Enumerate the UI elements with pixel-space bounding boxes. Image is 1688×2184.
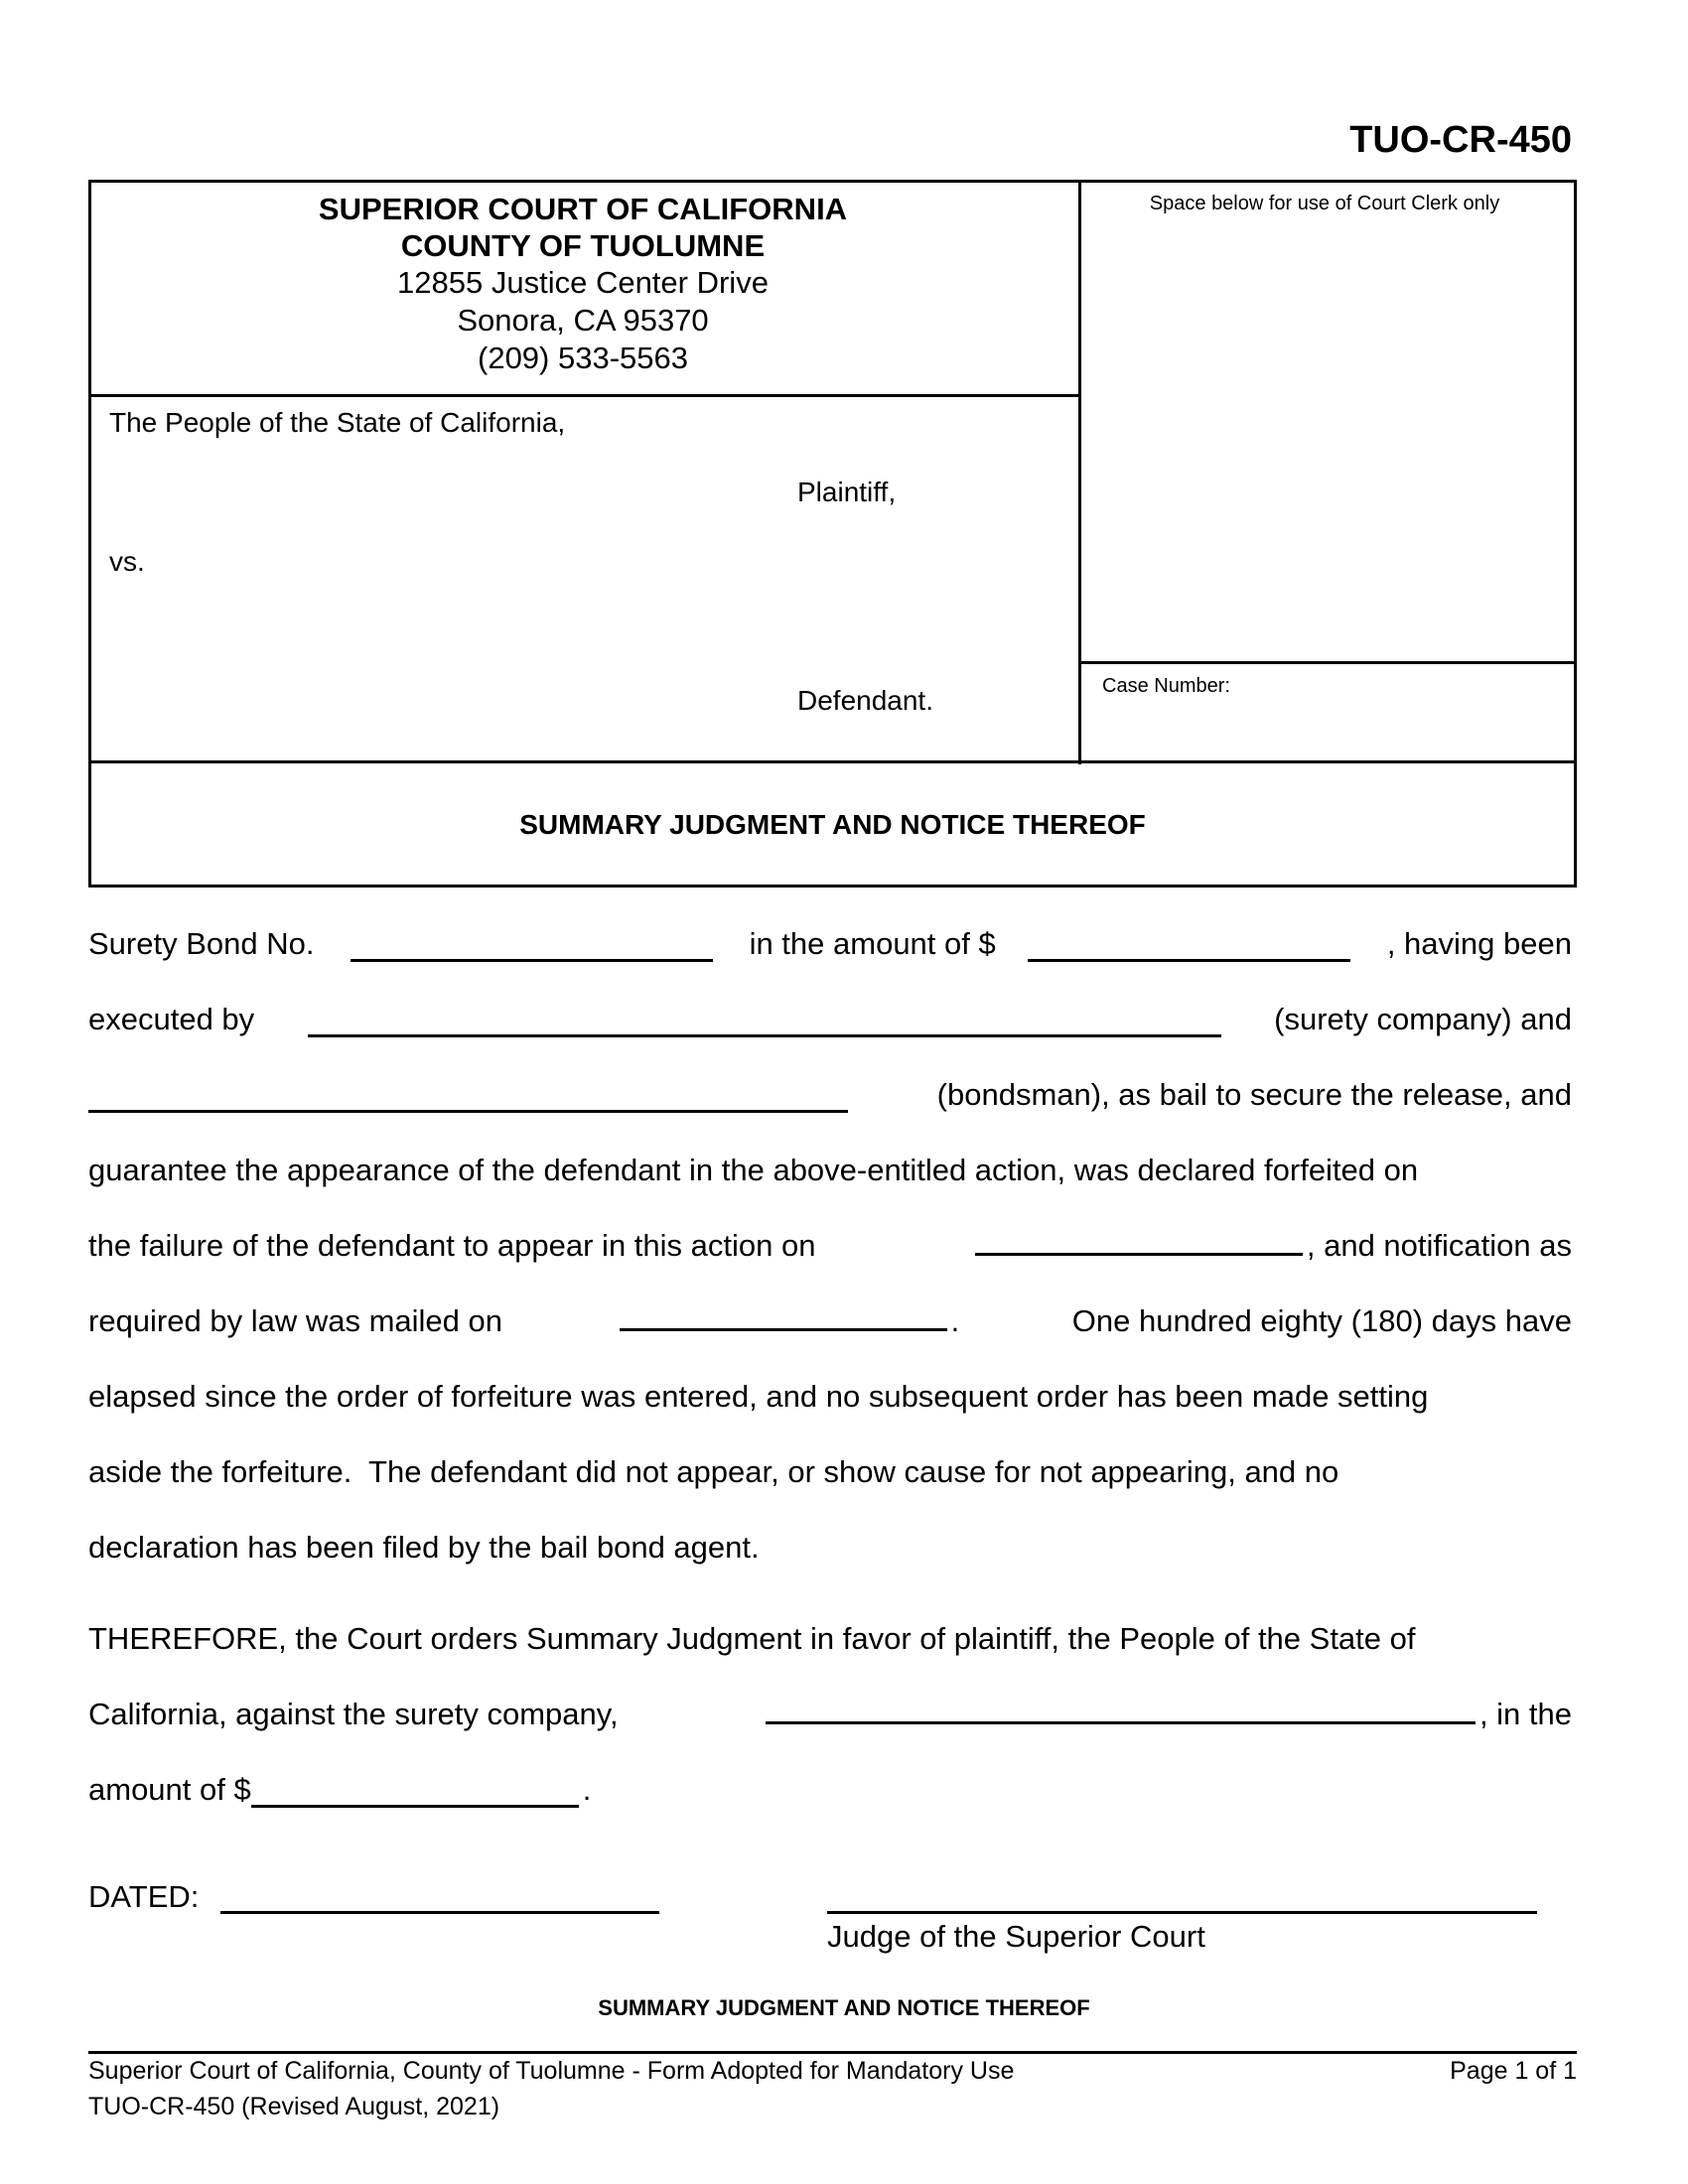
bondsman-label: (bondsman), as bail to secure the release, and bbox=[936, 1077, 1572, 1112]
mailed-on-label: required by law was mailed on bbox=[88, 1303, 502, 1338]
judgment-surety-company-field[interactable] bbox=[766, 1692, 1476, 1724]
header-party-divider bbox=[88, 394, 1080, 397]
footer-rule bbox=[88, 2051, 1577, 2054]
body-line-2 bbox=[88, 994, 1572, 1037]
document-title: SUMMARY JUDGMENT AND NOTICE THEREOF bbox=[519, 809, 1146, 840]
surety-company-field[interactable] bbox=[308, 1005, 1221, 1037]
clerk-case-divider bbox=[1078, 661, 1577, 664]
surety-company-label: (surety company) and bbox=[1274, 1002, 1572, 1036]
order-line-1 bbox=[88, 1613, 1572, 1657]
footer-revision: TUO-CR-450 (Revised August, 2021) bbox=[88, 2093, 500, 2120]
clerk-use-area[interactable] bbox=[1082, 223, 1574, 658]
body-text-4: guarantee the appearance of the defendant in the above-entitled action, was declared forfeited on bbox=[88, 1153, 1419, 1187]
period-text: . bbox=[950, 1303, 960, 1338]
order-line-2 bbox=[88, 1689, 1572, 1732]
body-line-3 bbox=[88, 1069, 1572, 1113]
body-line-8 bbox=[88, 1446, 1572, 1490]
order-line-3 bbox=[88, 1764, 1572, 1808]
defendant-label: Defendant. bbox=[797, 685, 933, 716]
body-text-7: elapsed since the order of forfeiture was entered, and no subsequent order has been made setting bbox=[88, 1379, 1429, 1414]
judge-label: Judge of the Superior Court bbox=[827, 1919, 1205, 1954]
failure-to-appear-label: the failure of the defendant to appear in this action on bbox=[88, 1228, 816, 1263]
plaintiff-name: The People of the State of California, bbox=[109, 407, 566, 438]
versus-label: vs. bbox=[109, 546, 145, 577]
court-city: Sonora, CA 95370 bbox=[457, 303, 709, 338]
judgment-amount-label: amount of $ bbox=[88, 1772, 251, 1807]
clerk-use-note: Space below for use of Court Clerk only bbox=[1149, 193, 1500, 214]
court-phone: (209) 533-5563 bbox=[478, 341, 688, 375]
executed-by-label: executed by bbox=[88, 1002, 255, 1036]
judge-signature-field[interactable] bbox=[827, 1911, 1537, 1914]
having-been-text: , having been bbox=[1386, 926, 1572, 961]
period-text-2: . bbox=[582, 1772, 592, 1807]
body-line-7 bbox=[88, 1371, 1572, 1415]
body-text-8: aside the forfeiture. The defendant did not appear, or show cause for not appearing, and no bbox=[88, 1454, 1339, 1489]
failure-to-appear-date-field[interactable] bbox=[975, 1223, 1303, 1256]
court-county: COUNTY OF TUOLUMNE bbox=[400, 228, 766, 263]
court-name: SUPERIOR COURT OF CALIFORNIA bbox=[318, 192, 848, 226]
days-elapsed-text: One hundred eighty (180) days have bbox=[1071, 1303, 1572, 1338]
surety-bond-no-field[interactable] bbox=[351, 929, 713, 962]
order-text-1: THEREFORE, the Court orders Summary Judgment in favor of plaintiff, the People of the State of bbox=[88, 1621, 1416, 1656]
body-line-4 bbox=[88, 1145, 1572, 1188]
dated-field[interactable] bbox=[220, 1911, 659, 1914]
body-line-1 bbox=[88, 918, 1572, 962]
case-number-field[interactable] bbox=[1102, 703, 1559, 752]
form-number: TUO-CR-450 bbox=[1349, 119, 1572, 161]
bondsman-field[interactable] bbox=[88, 1080, 848, 1113]
surety-bond-label: Surety Bond No. bbox=[88, 926, 315, 961]
in-the-text: , in the bbox=[1478, 1697, 1572, 1731]
body-line-9 bbox=[88, 1522, 1572, 1566]
notification-text: , and notification as bbox=[1306, 1228, 1572, 1263]
body-line-6 bbox=[88, 1296, 1572, 1339]
dated-label: DATED: bbox=[88, 1879, 200, 1914]
amount-label: in the amount of $ bbox=[749, 926, 996, 961]
notification-mailed-date-field[interactable] bbox=[620, 1298, 947, 1331]
bond-amount-field[interactable] bbox=[1028, 929, 1350, 962]
case-number-label: Case Number: bbox=[1102, 675, 1230, 697]
page-number: Page 1 of 1 bbox=[1450, 2057, 1577, 2085]
caption-vertical-divider bbox=[1078, 180, 1081, 764]
plaintiff-label: Plaintiff, bbox=[797, 477, 897, 507]
body-text-9: declaration has been filed by the bail bond agent. bbox=[88, 1530, 760, 1565]
court-header bbox=[91, 191, 1074, 377]
court-address: 12855 Justice Center Drive bbox=[397, 265, 769, 300]
against-surety-label: California, against the surety company, bbox=[88, 1697, 619, 1731]
footer-form-adoption: Superior Court of California, County of Tuolumne - Form Adopted for Mandatory Use bbox=[88, 2057, 1015, 2085]
body-line-5 bbox=[88, 1220, 1572, 1264]
judgment-amount-field[interactable] bbox=[251, 1775, 579, 1808]
footer-title: SUMMARY JUDGMENT AND NOTICE THEREOF bbox=[598, 1995, 1090, 2020]
